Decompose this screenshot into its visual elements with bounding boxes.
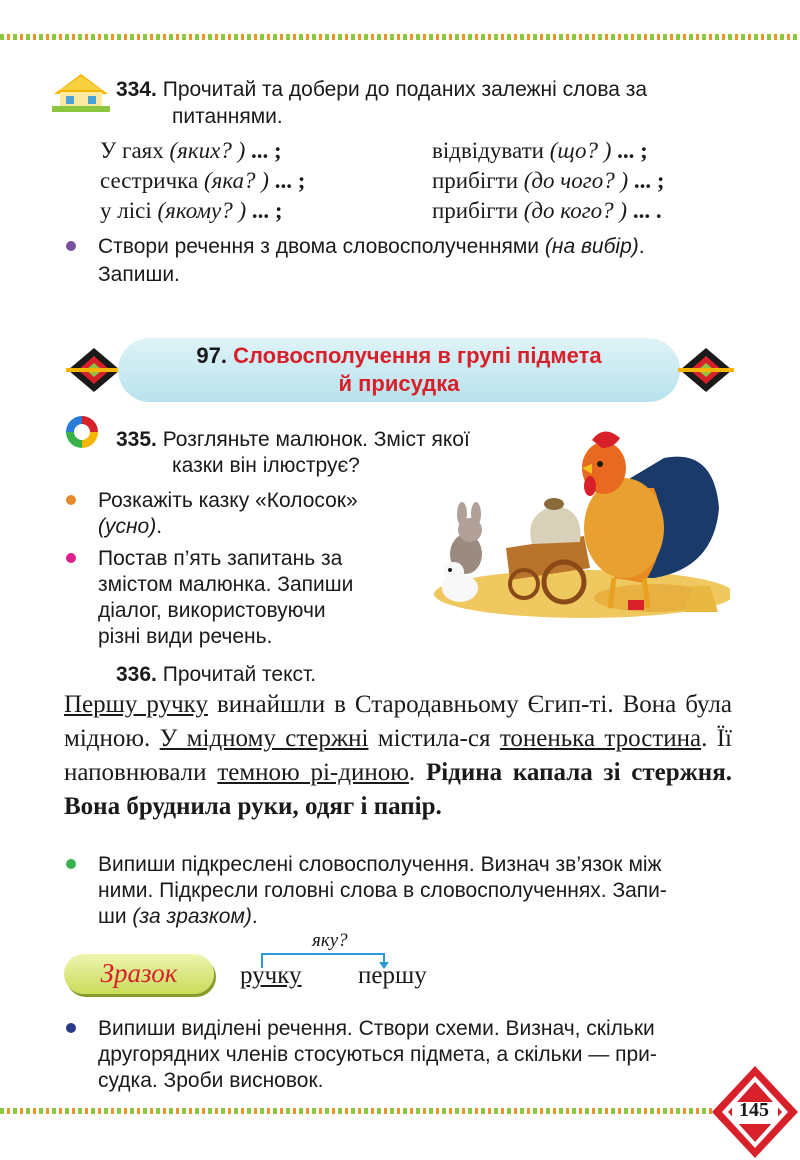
sample-label: Зразок [100, 958, 178, 988]
bold-sentences: Рідина капала зі стержня. Вона бруднила руки, одяг і папір. [64, 759, 732, 820]
exercise-instruction: Прочитай та добери до поданих залежні слова за [162, 78, 648, 101]
rooster-and-mice-illustration [414, 418, 730, 622]
underlined-phrase: тоненька тростина [499, 725, 702, 752]
exercise-335-task2-line2: змістом малюнка. Запиши [98, 573, 354, 596]
exercise-336-task2-line3: судка. Зроби висновок. [98, 1069, 324, 1092]
phrase-left-2: сестричка (яка? ) ... ; [100, 168, 306, 193]
underlined-phrase: темною рі-диною [217, 759, 409, 786]
bullet-icon [66, 495, 76, 505]
embroidery-ornament-right-icon [678, 346, 734, 394]
phrase-right-3: прибігти (до кого? ) ... . [432, 198, 662, 223]
story-text: Першу ручку винайшли в Стародавньому Єгип-ті. Вона була мідною. У мідному стержні містила-ся тоненька тростина. Її наповнювали темною рі-диною. Рідина капала зі стержня. Вона бруднила руки, одяг і папір. [64, 691, 733, 820]
exercise-334-task: Створи речення з двома словосполученнями (на вибір). [98, 235, 645, 258]
phrase-right-2: прибігти (до чого? ) ... ; [432, 168, 665, 193]
bullet-icon [66, 859, 76, 869]
phrase-left-1: У гаях (яких? ) ... ; [100, 138, 282, 163]
exercise-335-task1: Розкажіть казку «Колосок» [98, 489, 358, 512]
bullet-icon [66, 553, 76, 563]
bullet-icon [66, 1023, 76, 1033]
scheme-main-word: ручку [240, 962, 302, 989]
exercise-335-task2-line3: діалог, використовуючи [98, 599, 326, 622]
exercise-number: 334. [116, 78, 157, 101]
underlined-phrase: Першу ручку [64, 691, 208, 718]
bullet-icon [66, 241, 76, 251]
exercise-336-text: 336. Прочитай текст. [116, 663, 317, 686]
exercise-336-task2-line2: другорядних членів стосуються підмета, а скільки — при- [98, 1043, 657, 1066]
scheme-dependent-word: першу [358, 962, 427, 989]
exercise-335-text-cont: казки він ілюструє? [172, 454, 360, 477]
phrase-right-1: відвідувати (що? ) ... ; [432, 138, 648, 163]
exercise-336-task1-line1: Випиши підкреслені словосполучення. Визнач зв’язок між [98, 853, 662, 876]
exercise-334-text [116, 76, 736, 103]
exercise-336-task1-line3: ши (за зразком). [98, 905, 258, 928]
exercise-335-task1-cont: (усно). [98, 515, 163, 538]
underlined-phrase: У мідному стержні [159, 725, 369, 752]
top-decorative-border [0, 34, 800, 40]
color-wheel-icon [64, 414, 100, 450]
exercise-336-task2-line1: Випиши виділені речення. Створи схеми. Визнач, скільки [98, 1017, 655, 1040]
section-title: 97. Словосполучення в групі підмета й присудка [196, 343, 602, 396]
phrase-left-3: у лісі (якому? ) ... ; [100, 198, 283, 223]
exercise-335-task2-line1: Постав п’ять запитань за [98, 547, 343, 570]
bottom-decorative-border [0, 1108, 720, 1114]
page-number: 145 [739, 1099, 769, 1121]
exercise-335-task2-line4: різні види речень. [98, 625, 273, 648]
exercise-334-task-cont: Запиши. [98, 263, 180, 286]
house-icon [52, 72, 110, 112]
exercise-instruction-cont: питаннями. [172, 105, 283, 128]
exercise-336-task1-line2: ними. Підкресли головні слова в словосполученнях. Запи- [98, 879, 667, 902]
embroidery-ornament-left-icon [66, 346, 122, 394]
scheme-question: яку? [312, 930, 348, 951]
exercise-335-text: 335. Розгляньте малюнок. Зміст якої [116, 428, 470, 451]
